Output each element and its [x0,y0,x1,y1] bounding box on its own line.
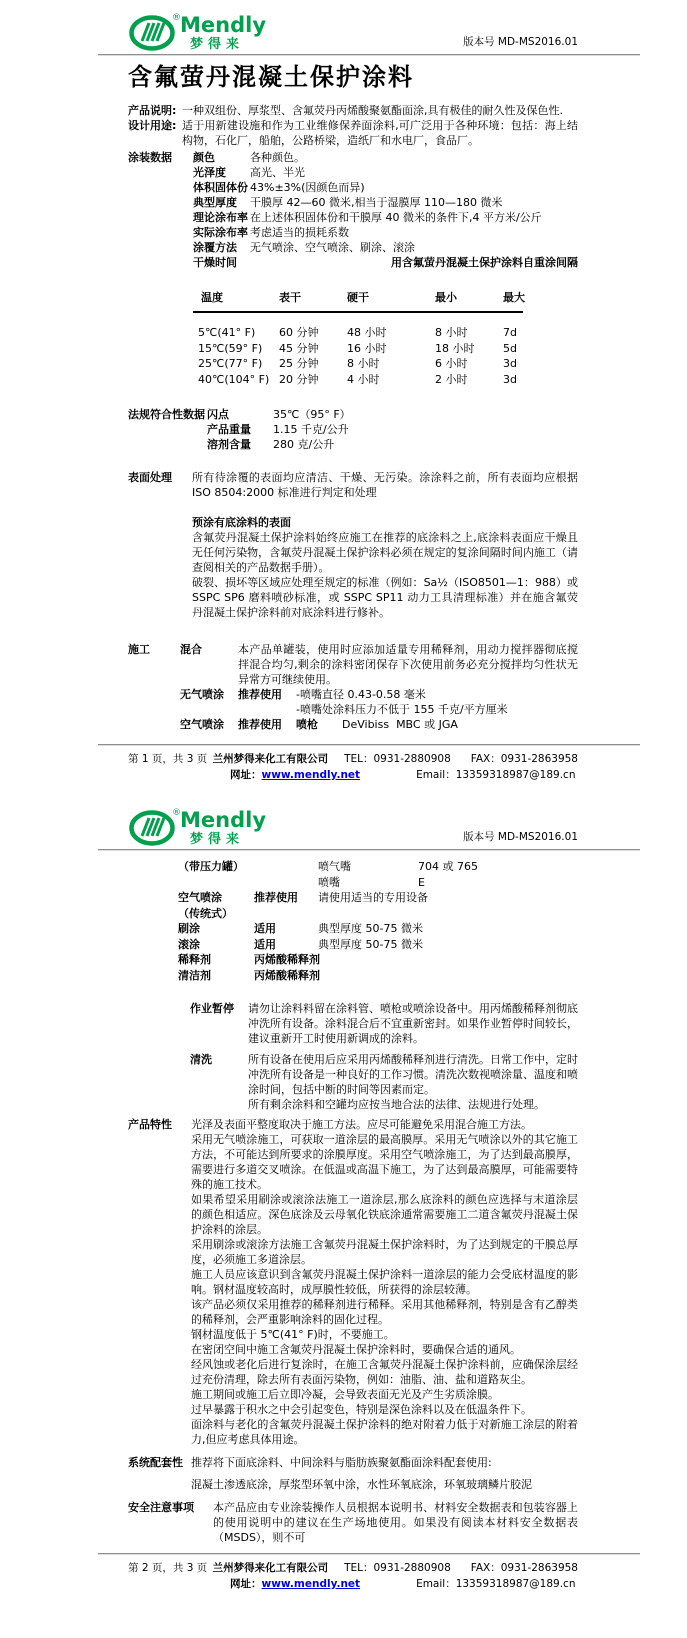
coating-row-value: 43%±3%(因颜色而异) [250,181,365,194]
cell-max: 5d [503,341,517,355]
coating-data-row [193,225,578,240]
coating-row-name: 颜色 [193,151,215,164]
version-label: 版本号 MD-MS2016.01 [463,36,578,48]
coating-row-value: 高光、半光 [250,166,305,179]
mendly-logo-icon [128,803,298,847]
cell-min: 18 小时 [435,341,475,355]
system-compatibility-label: 系统配套性 [128,1456,183,1469]
regulatory-rows [207,407,578,452]
version-label: 版本号 MD-MS2016.01 [463,831,578,843]
page1-header [128,0,578,52]
spacer [128,1001,190,1046]
regulatory-row [207,407,578,422]
paragraph: 光泽及表面平整度取决于施工方法。应尽可能避免采用混合施工方法。 [191,1118,532,1131]
brand-sub-name: 梦得来 [190,832,245,847]
footer-line2 [128,1577,578,1592]
equipment-value [418,968,578,984]
drying-table-header-cell: 表干 [279,291,301,304]
surface-prep-label: 表面处理 [128,471,172,484]
equipment-detail: 喷嘴 [318,875,340,889]
equipment-detail [318,952,418,968]
drying-table-header-cell: 最小 [435,291,457,304]
equipment-row [178,875,578,891]
website-link[interactable]: www.mendly.net [261,1578,361,1590]
spacer [128,717,180,732]
paragraph: 施工人员应该意识到含氟荧丹混凝土保护涂料一道涂层的能力会受底材温度的影响。钢材温度较高时，成厚膜性较低，所获得的涂层较薄。 [191,1268,578,1296]
paragraph: 所有剩余涂料和空罐均应按当地合法的法律、法规进行处理。 [248,1098,545,1111]
paragraph: 采用刷涂或滚涂方法施工含氟荧丹混凝土保护涂料时，为了达到规定的干膜总厚度，必须施工多道涂层。 [191,1238,578,1266]
regulatory-row-name: 产品重量 [207,423,251,436]
equipment-recommendation [254,906,318,922]
paragraph: 经风蚀或老化后进行复涂时，在施工含氟荧丹混凝土保护涂料前，应确保涂层经过充份清理，除去所有表面污染物，例如：油脂、油、盐和道路灰尘。 [191,1358,578,1386]
intro-label: 产品说明: [128,104,177,117]
system-line2: 混凝土渗透底涂，厚浆型环氧中涂，水性环氧底涂，环氧玻璃鳞片胶泥 [191,1478,532,1491]
cell-hard-dry: 8 小时 [347,357,380,370]
table-row [193,372,523,388]
page-title: 含氟萤丹混凝土保护涂料 [128,63,414,91]
equipment-value [418,937,578,953]
equipment-recommendation [254,875,318,891]
equipment-row [178,952,578,968]
mixing-label: 混合 [180,643,202,656]
paragraph: 在密闭空间中施工含氟荧丹混凝土保护涂料时，要确保合适的通风。 [191,1343,521,1356]
equipment-recommendation [254,859,318,875]
product-features-section [128,1117,578,1447]
cell-min: 6 小时 [435,357,468,370]
spacer [128,1052,190,1112]
table-row [193,325,523,341]
fax: FAX：0931-2863958 [470,1562,578,1574]
intro-row [128,103,578,118]
cell-temperature: 25℃(77° F) [198,357,263,370]
regulatory-row [207,422,578,437]
surface-prep-content [192,470,578,620]
equipment-detail [318,968,418,984]
application-label: 施工 [128,643,150,656]
coating-row-name: 体积固体份 [193,181,248,194]
cleaning-section [128,1052,578,1112]
equipment-value: E [418,875,425,889]
equipment-detail: 典型厚度 50-75 微米 [318,937,423,951]
equipment-detail: 典型厚度 50-75 微米 [318,922,423,935]
spray-gun-label: 喷枪 [296,718,318,731]
equipment-value [418,921,578,937]
coating-data-row [193,180,578,195]
intro-section [128,103,578,148]
coating-data-row [193,255,578,270]
equipment-name: 空气喷涂 [178,891,222,904]
coating-data-row [193,240,578,255]
spray-equipment-section [128,859,578,983]
footer-divider [98,744,640,746]
work-stoppage-section [128,1001,578,1046]
paragraph: 如果希望采用刷涂或滚涂法施工一道涂层,那么底涂料的颜色应选择与末道涂层的颜色相适应。深色底涂及云母氧化铁底涂通常需要施工二道含氟荧丹混凝土保护涂料的涂层。 [191,1193,578,1236]
paragraph: 面涂料与老化的含氟荧丹混凝土保护涂料的绝对附着力低于对新施工涂层的附着力,但应考虑具体用途。 [191,1418,578,1446]
drying-table-header-cell: 温度 [201,291,223,304]
recommended-use-label: 推荐使用 [238,688,282,701]
cell-hard-dry: 48 小时 [347,326,387,339]
equipment-recommendation: 推荐使用 [254,891,298,904]
regulatory-row [207,437,578,452]
equipment-row [178,921,578,937]
registered-mark: ® [172,808,181,818]
safety-section [128,1500,578,1545]
primed-surfaces-subhead: 预涂有底涂料的表面 [192,516,291,529]
header-divider [98,849,640,851]
spray-gun-value: DeVibiss MBC 或 JGA [342,718,458,731]
application-section [128,642,578,732]
brand-name: Mendly [180,13,267,37]
regulatory-label: 法规符合性数据 [128,408,205,421]
equipment-recommendation: 适用 [254,937,276,951]
equipment-detail [318,906,418,922]
footer-line1 [128,752,578,767]
equipment-detail: 喷气嘴 [318,860,351,873]
coating-row-name: 典型厚度 [193,196,237,209]
equipment-row [178,906,578,922]
safety-text: 本产品应由专业涂装操作人员根据本说明书、材料安全数据表和包装容器上的使用说明中的建议在生产场地使用。如果没有阅读本材料安全数据表（MSDS），则不可 [213,1501,578,1544]
company-name: 兰州梦得来化工有限公司 [212,753,329,765]
cell-min: 2 小时 [435,372,468,386]
paragraph: 过早暴露于积水之中会引起变色，特别是深色涂料以及在低温条件下。 [191,1403,532,1416]
cleaning-label: 清洗 [190,1053,212,1066]
coating-data-row [193,195,578,210]
paragraph: 采用无气喷涂施工，可获取一道涂层的最高膜厚。采用无气喷涂以外的其它施工方法，不可能达到所要求的涂膜厚度。采用空气喷涂施工，为了达到最高膜厚，需要进行多道交叉喷涂。在低温或高温下施工，为了达到最高膜厚，可能需要特殊的施工技术。 [191,1133,578,1191]
cell-surface-dry: 45 分钟 [279,341,319,355]
product-features-paragraphs [191,1117,578,1447]
cell-surface-dry: 25 分钟 [279,357,319,370]
equipment-detail: 请使用适当的专用设备 [318,891,428,904]
paragraph: 施工期间或施工后立即冷凝，会导致表面无光及产生劣质涂膜。 [191,1388,499,1401]
regulatory-row-value: 1.15 千克/公升 [273,423,349,436]
mendly-logo-icon [128,8,298,52]
mixing-text: 本产品单罐装，使用时应添加适量专用稀释剂，用动力搅拌器彻底搅拌混合均匀,剩余的涂料密闭保存下次使用前务必充分搅拌均匀性状无异常方可继续使用。 [238,643,578,686]
website-label: 网址： [230,1578,262,1590]
page2-footer [128,1553,578,1592]
coating-data-section [128,150,578,270]
tel: TEL：0931-2880908 [344,753,451,765]
equipment-row [178,937,578,953]
page2-header [128,795,578,847]
equipment-recommendation: 适用 [254,922,276,935]
regulatory-row-value: 35℃（95° F） [273,408,351,421]
coating-row-value: 干膜厚 42—60 微米,相当于湿膜厚 110—180 微米 [250,196,503,209]
intro-text: 适于用新建设施和作为工业维修保养面涂料,可广泛用于各种环境：包括：海上结构物，石化厂，船舶，公路桥梁，造纸厂和水电厂，食品厂。 [182,119,578,147]
recommended-use-label: 推荐使用 [238,718,282,731]
coating-row-value [250,255,391,270]
page-number: 第 2 页，共 3 页 [128,1562,208,1574]
coating-data-rows [193,150,578,270]
intro-label: 设计用途: [128,119,177,132]
system-line1: 推荐将下面底涂料、中间涂料与脂肪族聚氨酯面涂料配套使用: [191,1456,492,1469]
equipment-value [418,906,578,922]
work-stoppage-label: 作业暂停 [190,1002,234,1015]
footer-line2 [128,768,578,783]
coating-row-value: 各种颜色。 [250,151,305,164]
coating-row-value: 无气喷涂、空气喷涂、刷涂、滚涂 [250,241,415,254]
drying-table-header-cell: 最大 [503,291,525,304]
coating-row-name: 干燥时间 [193,256,237,269]
page1-footer [128,744,578,783]
cell-surface-dry: 20 分钟 [279,372,319,386]
equipment-name: 滚涂 [178,937,200,951]
equipment-recommendation: 丙烯酸稀释剂 [254,953,320,966]
intro-row [128,118,578,148]
air-spray-detail [238,717,578,732]
equipment-value: 704 或 765 [418,860,478,873]
email: Email：13359318987@189.cn [416,1578,576,1590]
drying-time-table [193,290,523,387]
coating-row-name: 理论涂布率 [193,211,248,224]
drying-table-header [193,290,523,313]
airless-spray-detail [238,687,578,717]
surface-prep-text: 所有待涂覆的表面均应清洁、干燥、无污染。涂涂料之前，所有表面均应根据 ISO 8504:2000 标准进行判定和处理 [192,471,578,499]
equipment-row [178,890,578,906]
equipment-name: 清洁剂 [178,968,211,982]
regulatory-row-value: 280 克/公升 [273,438,335,451]
coating-row-name: 涂覆方法 [193,241,237,254]
surface-prep-section [128,470,578,620]
airless-spray-line: -喷嘴直径 0.43-0.58 毫米 [296,688,426,701]
paragraph: 钢材温度低于 5℃(41° F)时，不要施工。 [191,1328,395,1341]
cell-max: 7d [503,326,517,339]
equipment-row [178,859,578,875]
drying-table-body [193,313,523,387]
work-stoppage-text: 请勿让涂料料留在涂料管、喷枪或喷涂设备中。用丙烯酸稀释剂彻底冲洗所有设备。涂料混合后不宜重新密封。如果作业暂停时间较长，建议重新开工时使用新调成的涂料。 [248,1002,578,1045]
cell-surface-dry: 60 分钟 [279,326,319,339]
drying-table-header-cell: 硬干 [347,291,369,304]
system-compatibility-section [128,1455,578,1492]
cell-temperature: 40℃(104° F) [198,372,270,386]
paragraph: 所有设备在使用后应采用丙烯酸稀释剂进行清洗。日常工作中，定时冲洗所有设备是一种良好的工作习惯。清洗次数视喷涂量、温度和喷涂时间，包括中断的时间等因素而定。 [248,1053,578,1096]
paragraph: 破裂、损坏等区域应处理至规定的标准（例如：Sa½（ISO8501—1：988）或 SSPC SP6 磨料喷砂标准，或 SSPC SP11 动力工具清理标准）并在施含氟荧丹混凝土保护涂料前对底涂料进行修补。 [192,576,578,619]
website-label: 网址： [230,769,262,781]
regulatory-row-name: 溶剂含量 [207,438,251,451]
surface-prep-paragraphs [192,530,578,620]
paragraph: 含氟荧丹混凝土保护涂料始终应施工在推荐的底涂料之上,底涂料表面应干燥且无任何污染物，含氟荧丹混凝土保护涂料必须在规定的复涂间隔时间内施工（请查阅相关的产品数据手册）。 [192,531,578,574]
equipment-name: 稀释剂 [178,953,211,966]
cleaning-paragraphs [248,1052,578,1112]
product-features-label: 产品特性 [128,1118,172,1131]
footer-line1 [128,1561,578,1576]
table-row [193,341,523,357]
company-name: 兰州梦得来化工有限公司 [212,1562,329,1574]
tel: TEL：0931-2880908 [344,1562,451,1574]
header-divider [98,54,640,56]
safety-label: 安全注意事项 [128,1501,194,1514]
airless-spray-line: -喷嘴处涂料压力不低于 155 千克/平方厘米 [296,703,508,716]
coating-data-row [193,165,578,180]
airless-spray-lines [296,687,578,717]
air-spray-label: 空气喷涂 [180,718,224,731]
brand-sub-name: 梦得来 [190,37,245,52]
cell-hard-dry: 16 小时 [347,341,387,355]
equipment-name [178,875,254,891]
coating-data-label: 涂装数据 [128,151,172,164]
cell-temperature: 5℃(41° F) [198,326,256,339]
footer-divider [98,1553,640,1555]
airless-spray-label: 无气喷涂 [180,688,224,701]
brand-name: Mendly [180,808,267,832]
fax: FAX：0931-2863958 [470,753,578,765]
paragraph: 该产品必须仅采用推荐的稀释剂进行稀释。采用其他稀释剂，特别是含有乙醇类的稀释剂，会严重影响涂料的固化过程。 [191,1298,578,1326]
equipment-value [418,952,578,968]
cell-min: 8 小时 [435,326,468,339]
coating-data-row [193,150,578,165]
coating-row-name: 实际涂布率 [193,226,248,239]
equipment-recommendation: 丙烯酸稀释剂 [254,968,320,982]
coating-row-name: 光泽度 [193,166,226,179]
cell-temperature: 15℃(59° F) [198,341,263,355]
cell-max: 3d [503,357,517,370]
system-compatibility-content [191,1455,578,1492]
spacer [128,687,180,717]
website-link[interactable]: www.mendly.net [261,769,361,781]
regulatory-row-name: 闪点 [207,408,229,421]
equipment-name: （带压力罐） [178,860,244,873]
page-number: 第 1 页，共 3 页 [128,753,208,765]
equipment-value [418,890,578,906]
intro-text: 一种双组份、厚浆型、含氟荧丹丙烯酸聚氨酯面涂,具有极佳的耐久性及保色性. [182,104,563,117]
table-row [193,356,523,372]
coating-row-note: 用含氟萤丹混凝土保护涂料自重涂间隔 [391,256,578,269]
coating-row-value: 考虑适当的损耗系数 [250,226,349,239]
coating-data-row [193,210,578,225]
equipment-row [178,968,578,984]
coating-row-value: 在上述体积固体份和干膜厚 40 微米的条件下,4 平方米/公斤 [250,211,542,224]
equipment-name: 刷涂 [178,922,200,935]
cell-max: 3d [503,372,517,386]
email: Email：13359318987@189.cn [416,769,576,781]
registered-mark: ® [172,13,181,23]
regulatory-section [128,407,578,452]
equipment-name: （传统式） [178,906,233,920]
cell-hard-dry: 4 小时 [347,372,380,386]
